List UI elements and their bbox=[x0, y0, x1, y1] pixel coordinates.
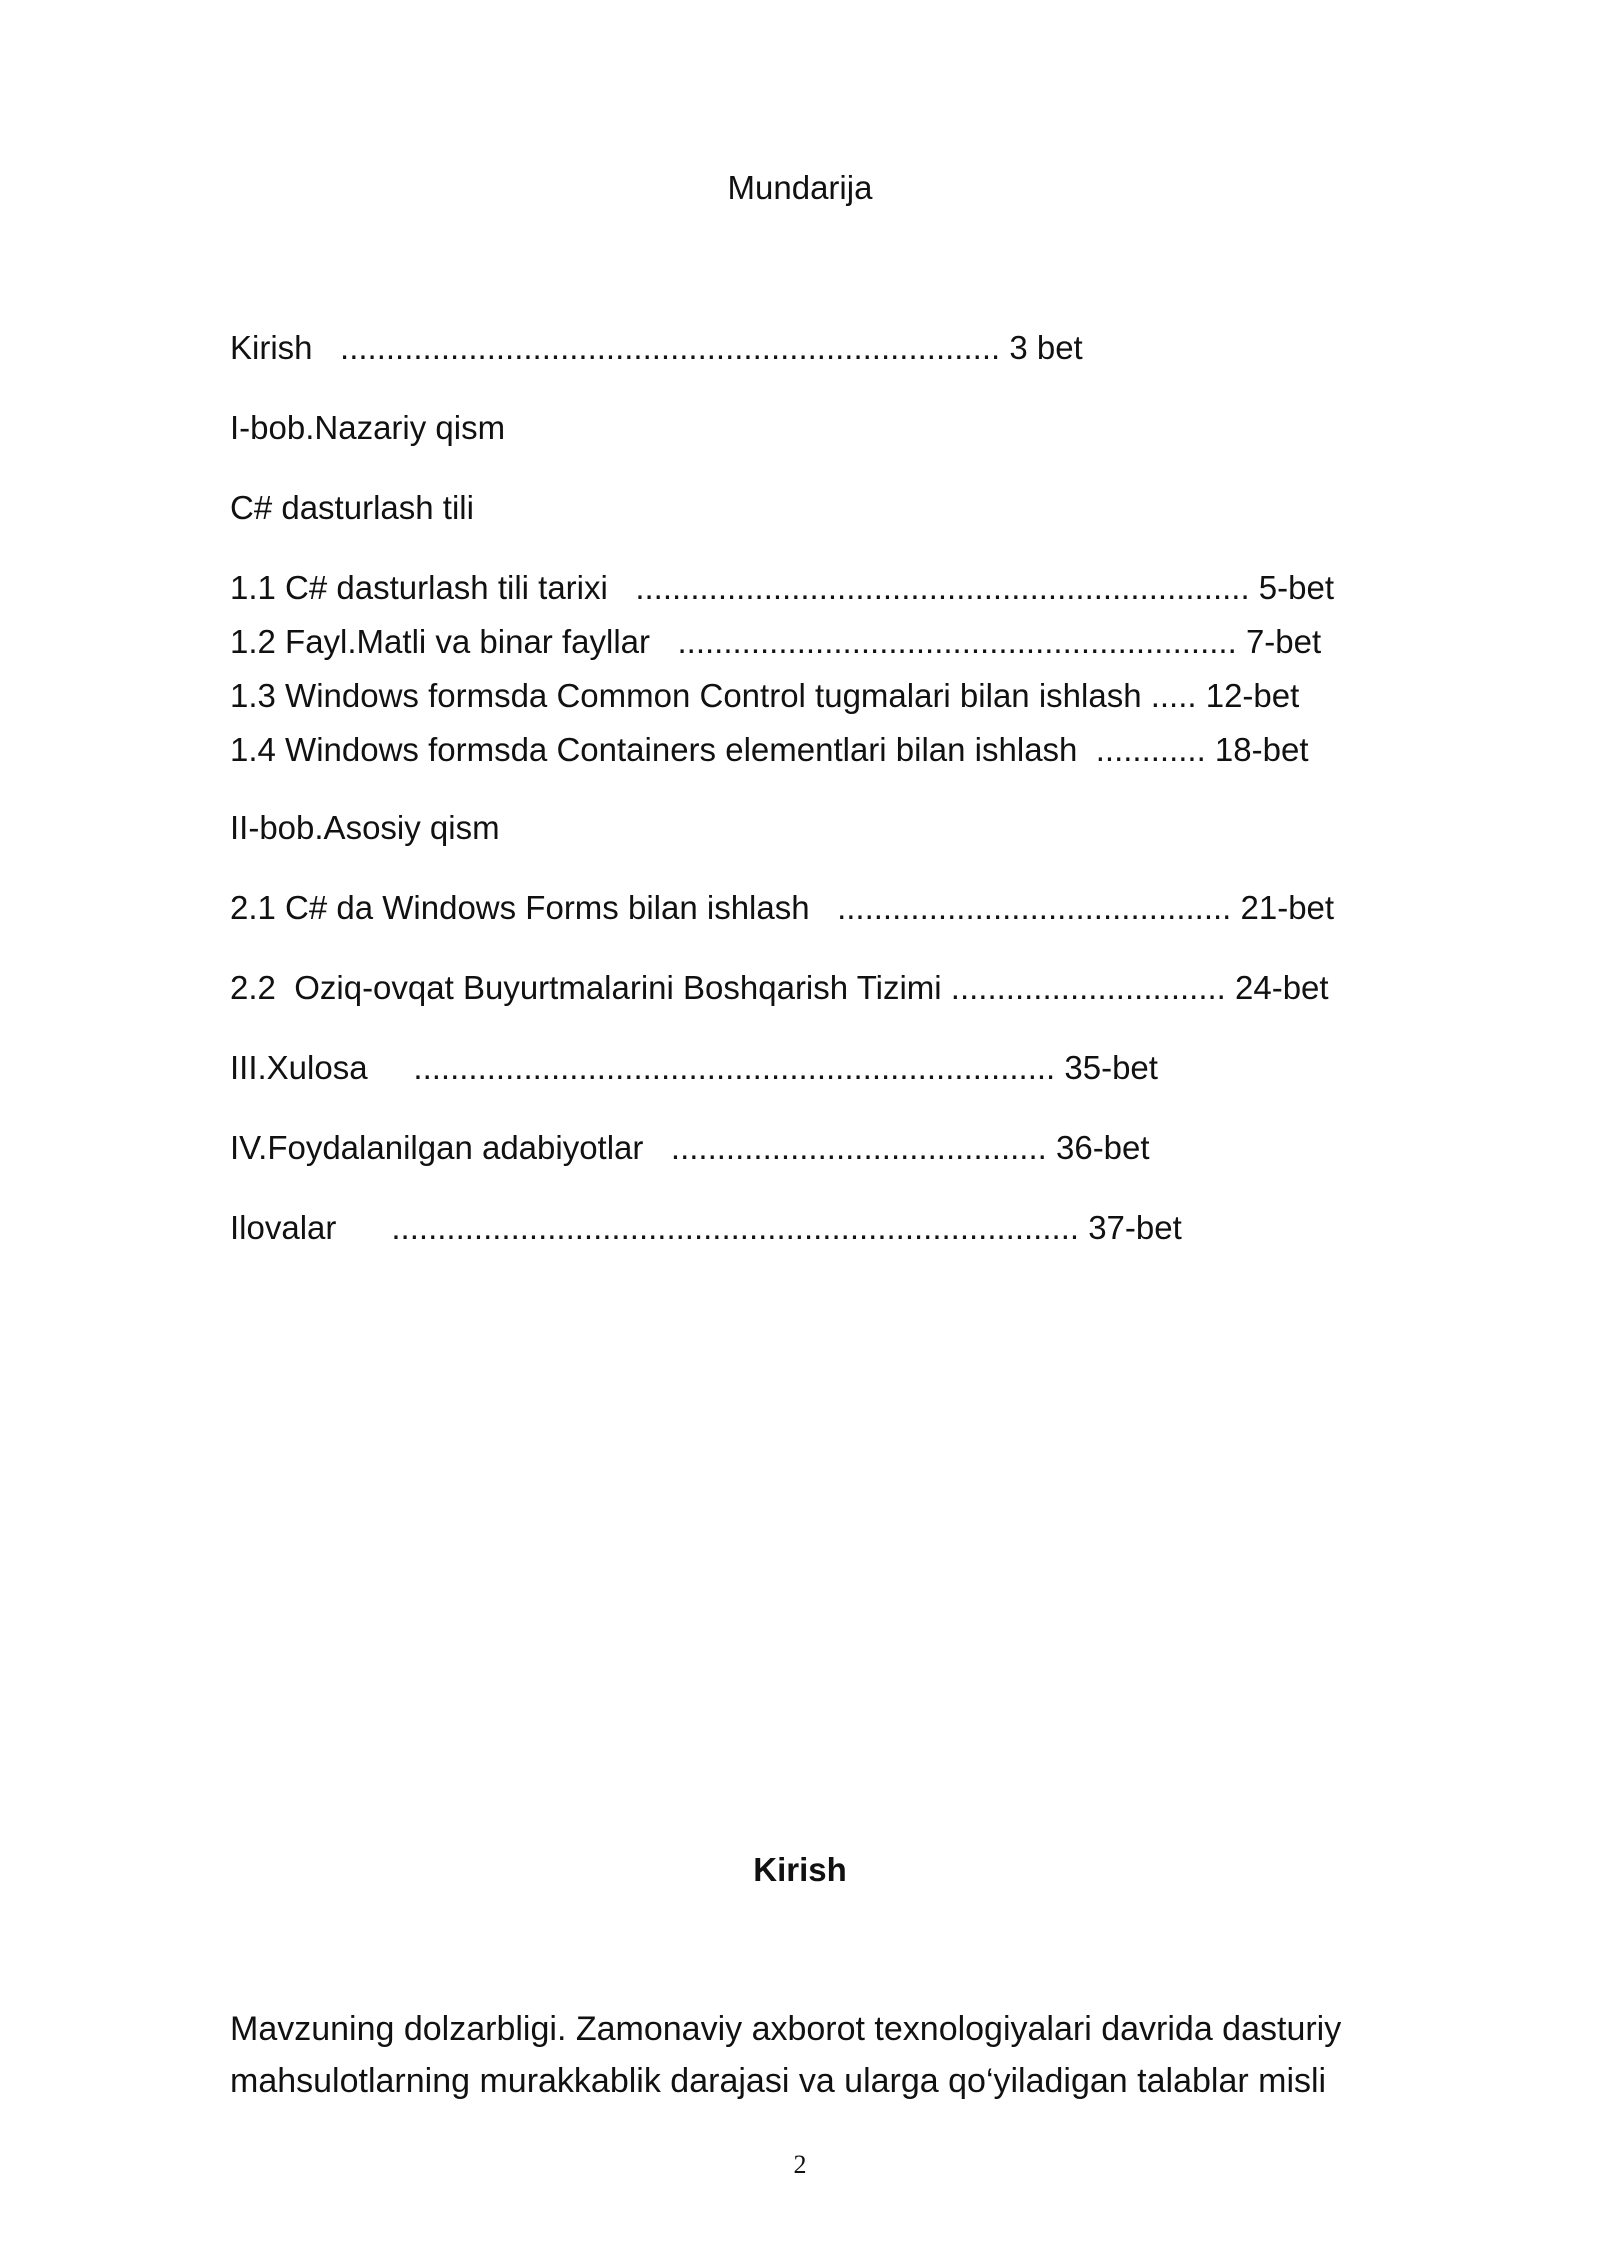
toc-entry-chapter-2: II-bob.Asosiy qism bbox=[230, 809, 500, 846]
toc-entry-2-1: 2.1 C# da Windows Forms bilan ishlash ........................................... 21-bet bbox=[230, 889, 1335, 926]
toc-entry-ilovalar: Ilovalar ........................................................................... 37-bet bbox=[230, 1209, 1182, 1246]
toc-entry-kirish: Kirish ........................................................................ 3 bet bbox=[230, 329, 1083, 366]
toc-entry-1-3: 1.3 Windows formsda Common Control tugmalari bilan ishlash ..... 12-bet bbox=[230, 677, 1300, 714]
toc-entry-chapter-1: I-bob.Nazariy qism bbox=[230, 409, 506, 446]
toc-entry-xulosa: III.Xulosa ...................................................................... 35-bet bbox=[230, 1049, 1158, 1086]
toc-entry-1-4: 1.4 Windows formsda Containers elementlari bilan ishlash ............ 18-bet bbox=[230, 731, 1309, 768]
toc-entry-1-2: 1.2 Fayl.Matli va binar fayllar ............................................................. 7-bet bbox=[230, 623, 1322, 660]
toc-entry-2-2: 2.2 Oziq-ovqat Buyurtmalarini Boshqarish Tizimi .............................. 24-bet bbox=[230, 969, 1329, 1006]
toc-entry-1-1: 1.1 C# dasturlash tili tarixi ................................................................... 5-bet bbox=[230, 569, 1335, 606]
toc-title: Mundarija bbox=[727, 169, 873, 206]
toc-entry-csharp-language: C# dasturlash tili bbox=[230, 489, 474, 526]
page-number: 2 bbox=[793, 2150, 807, 2179]
paragraph-line: Mavzuning dolzarbligi. Zamonaviy axborot texnologiyalari davrida dasturiy bbox=[230, 2010, 1342, 2048]
section-heading-kirish: Kirish bbox=[753, 1851, 847, 1888]
toc-entry-adabiyotlar: IV.Foydalanilgan adabiyotlar ......................................... 36-bet bbox=[230, 1129, 1150, 1166]
paragraph-line: mahsulotlarning murakkablik darajasi va ularga qo‘yiladigan talablar misli bbox=[230, 2062, 1327, 2100]
